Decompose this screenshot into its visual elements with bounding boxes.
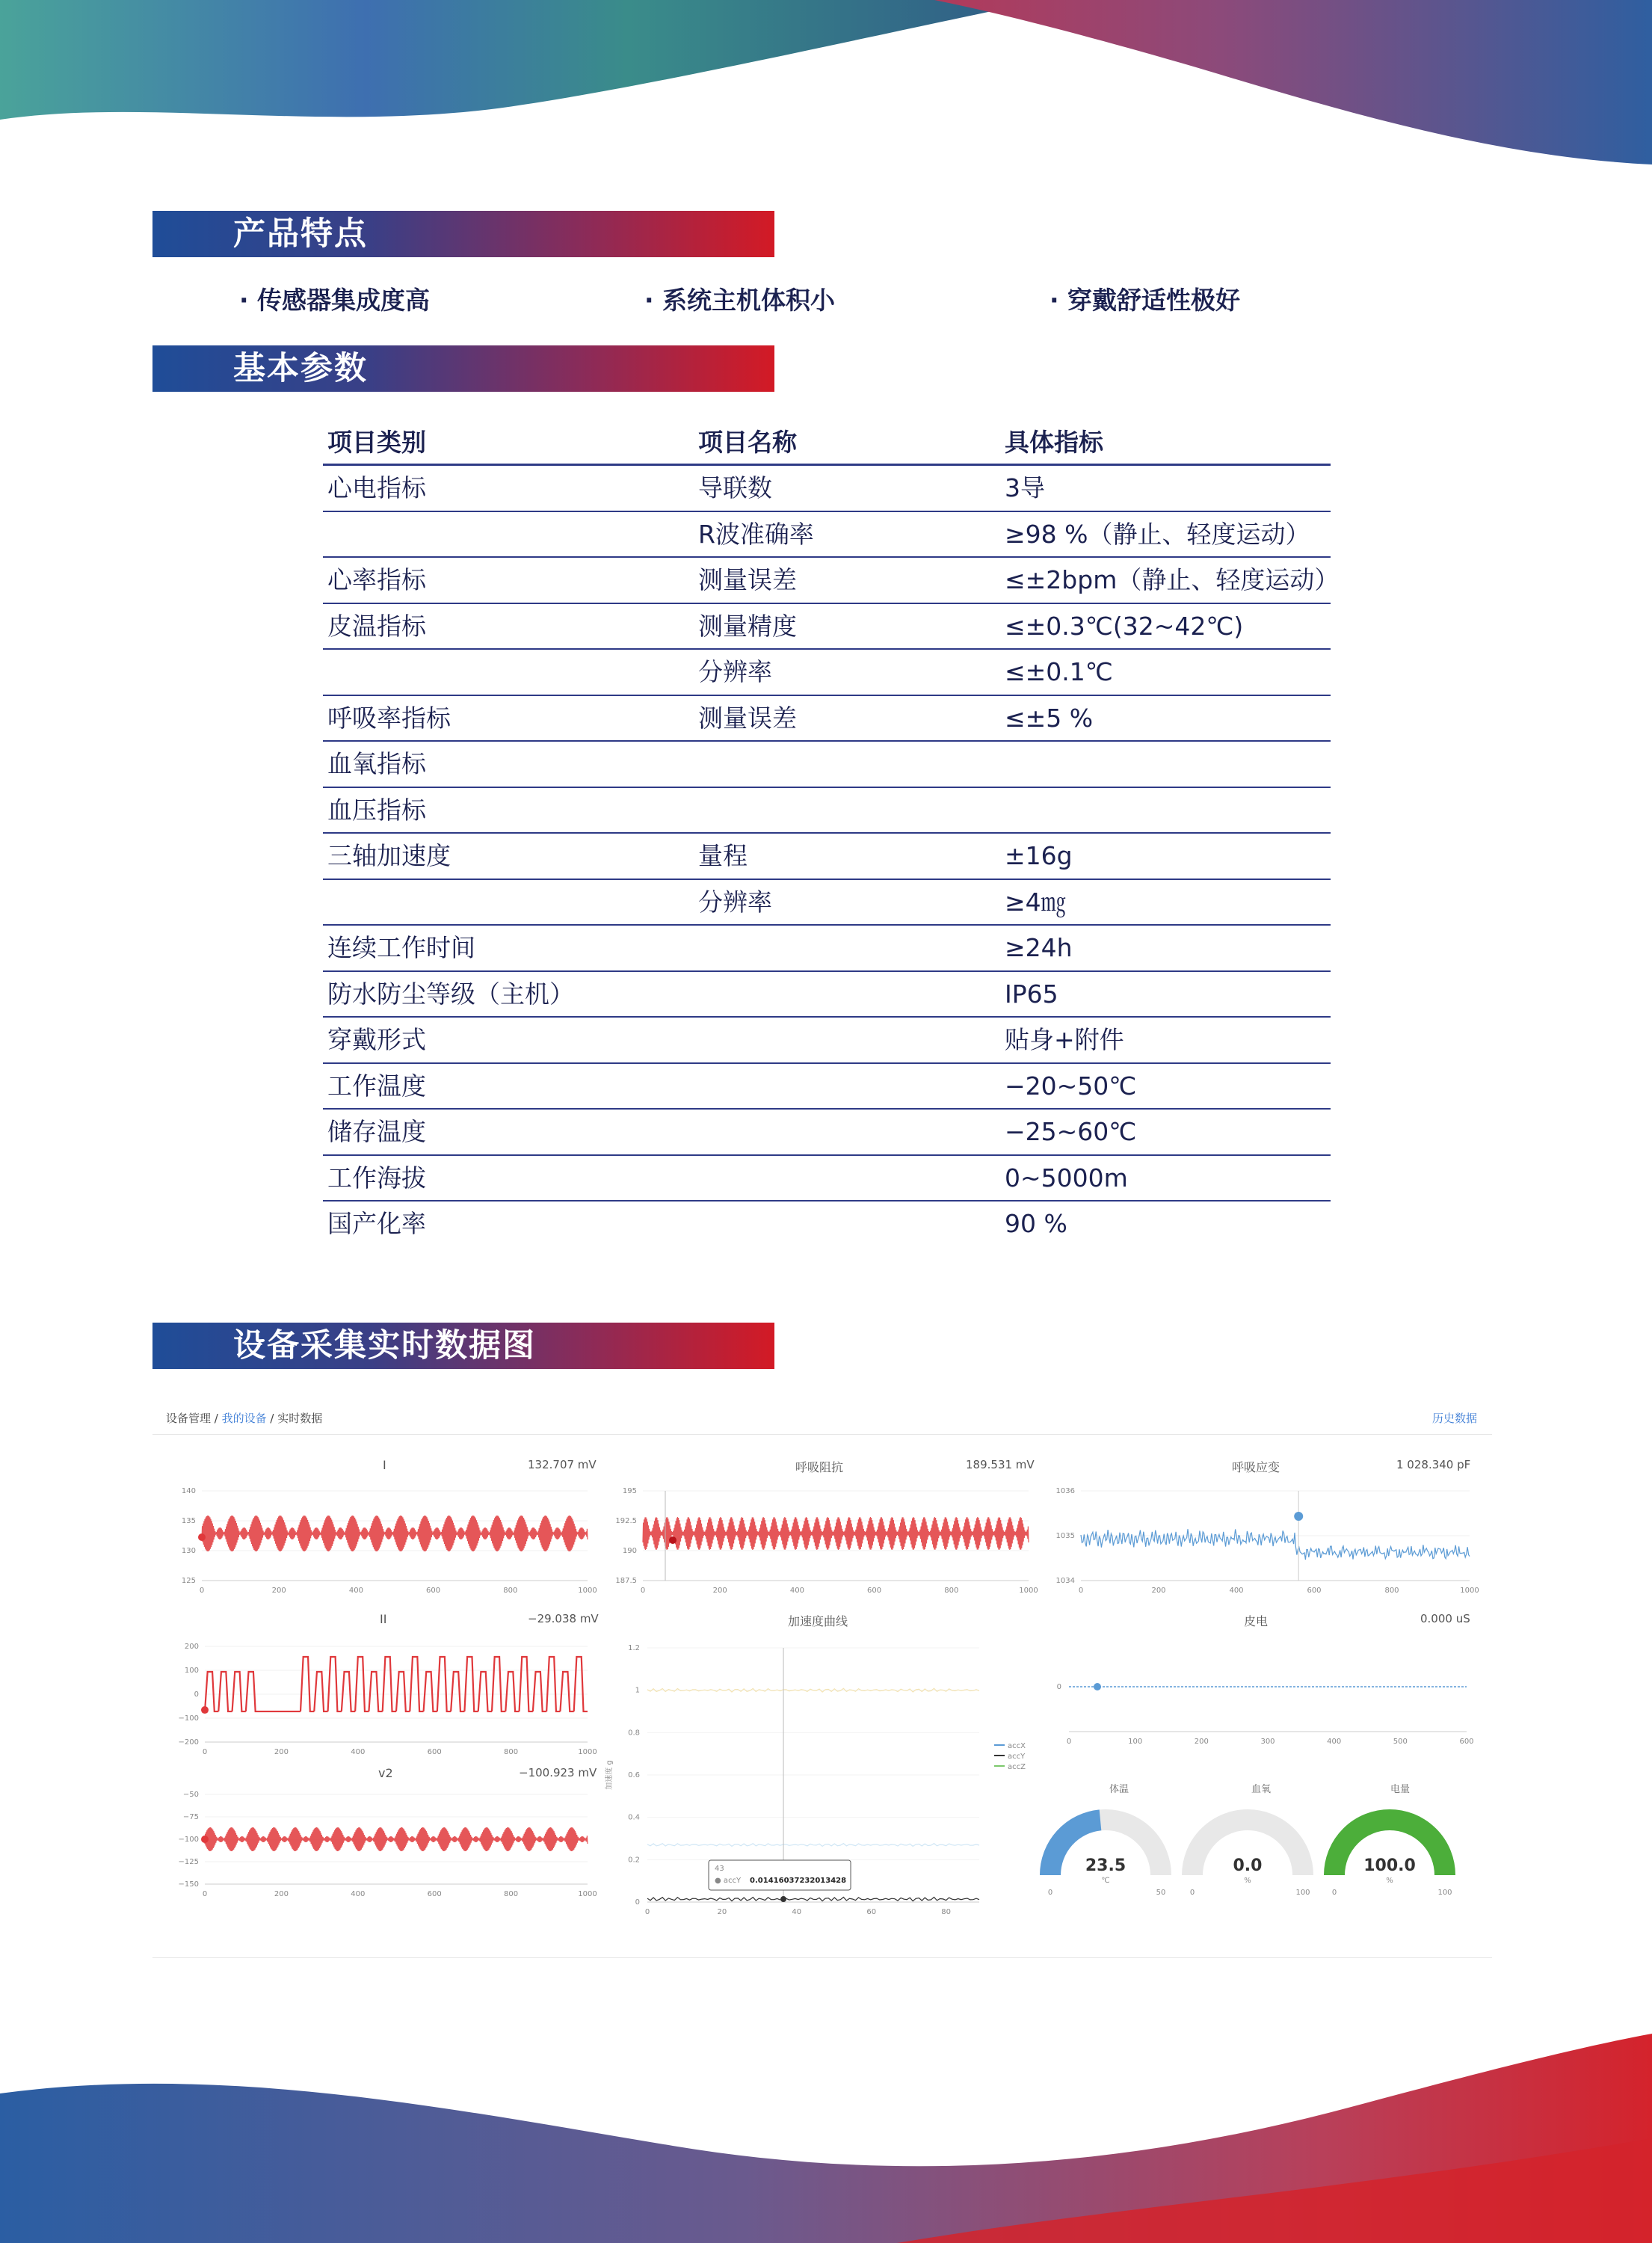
x-tick-label: 200 bbox=[1194, 1738, 1209, 1746]
cell-category: 储存温度 bbox=[327, 1117, 426, 1146]
gauge-max: 100 bbox=[1295, 1889, 1310, 1897]
x-tick-label: 600 bbox=[1459, 1738, 1474, 1746]
cell-item: 导联数 bbox=[698, 473, 772, 502]
x-tick-label: 0 bbox=[202, 1748, 208, 1756]
y-tick-label: 190 bbox=[622, 1547, 637, 1555]
y-tick-label: 0 bbox=[635, 1898, 640, 1907]
y-axis-label: 加速度 g bbox=[605, 1760, 614, 1790]
y-tick-label: −200 bbox=[178, 1738, 199, 1747]
y-tick-label: 187.5 bbox=[615, 1577, 637, 1585]
header-item: 项目名称 bbox=[698, 428, 797, 457]
x-tick-label: 800 bbox=[1384, 1587, 1399, 1595]
signal-line bbox=[205, 1657, 588, 1711]
panel-title-resp-strain: 呼吸应变 bbox=[1232, 1460, 1280, 1474]
x-tick-label: 600 bbox=[426, 1587, 441, 1595]
x-tick-label: 1000 bbox=[1019, 1587, 1038, 1595]
signal-line bbox=[205, 1827, 588, 1851]
x-tick-label: 400 bbox=[351, 1890, 366, 1898]
y-tick-label: 0.6 bbox=[628, 1771, 640, 1779]
table-row bbox=[323, 972, 1331, 1018]
gauge-max: 100 bbox=[1437, 1889, 1452, 1897]
x-tick-label: 400 bbox=[789, 1587, 804, 1595]
cell-category: 血氧指标 bbox=[327, 749, 426, 778]
panel-value-skin-elec: 0.000 uS bbox=[1420, 1612, 1470, 1625]
cell-item: R波准确率 bbox=[698, 519, 814, 549]
panel-title-resp-imp: 呼吸阻抗 bbox=[795, 1460, 844, 1474]
panel-value-lead-i: 132.707 mV bbox=[528, 1458, 597, 1471]
y-tick-label: 1035 bbox=[1055, 1532, 1075, 1540]
signal-line bbox=[1081, 1529, 1470, 1560]
table-row bbox=[323, 466, 1331, 512]
resp-impedance-chart bbox=[594, 1483, 1042, 1596]
lead-i-chart bbox=[152, 1483, 601, 1596]
panel-value-resp-imp: 189.531 mV bbox=[966, 1458, 1035, 1471]
spec-table-header bbox=[323, 419, 1331, 466]
y-tick-label: 0.8 bbox=[628, 1729, 640, 1738]
y-tick-label: −100 bbox=[178, 1714, 199, 1723]
cell-spec: −25~60℃ bbox=[1005, 1117, 1137, 1146]
cell-category: 呼吸率指标 bbox=[327, 703, 451, 733]
table-row bbox=[323, 558, 1340, 604]
x-tick-label: 600 bbox=[427, 1748, 442, 1756]
x-tick-label: 0 bbox=[1078, 1587, 1084, 1595]
y-tick-label: 0 bbox=[194, 1690, 199, 1699]
legend-label: accX bbox=[1008, 1742, 1026, 1750]
table-row bbox=[323, 696, 1331, 742]
feature-item: · 传感器集成度高 bbox=[239, 286, 431, 315]
table-row bbox=[323, 650, 1331, 696]
spec-table bbox=[323, 419, 1340, 1246]
x-tick-label: 0 bbox=[644, 1908, 650, 1916]
panel-title-lead-v2: v2 bbox=[378, 1766, 393, 1780]
x-tick-label: 800 bbox=[504, 1748, 519, 1756]
y-tick-label: 192.5 bbox=[615, 1517, 637, 1525]
table-row bbox=[323, 834, 1331, 880]
cell-spec: IP65 bbox=[1005, 979, 1058, 1009]
breadcrumb-my-devices[interactable]: 我的设备 bbox=[221, 1412, 267, 1425]
cell-spec: 90 % bbox=[1005, 1209, 1067, 1238]
table-row bbox=[323, 1110, 1331, 1156]
x-tick-label: 40 bbox=[792, 1908, 802, 1916]
x-tick-label: 400 bbox=[1229, 1587, 1244, 1595]
gauge-value: 0.0 bbox=[1233, 1856, 1263, 1875]
cell-spec: 3导 bbox=[1005, 473, 1045, 502]
table-row bbox=[323, 742, 1331, 788]
tooltip-value: 0.01416037232013428 bbox=[750, 1877, 847, 1886]
cell-spec: ≤±5 % bbox=[1005, 703, 1094, 733]
lead-v2-chart bbox=[152, 1787, 601, 1922]
x-tick-label: 800 bbox=[944, 1587, 959, 1595]
tooltip-box bbox=[709, 1860, 851, 1890]
realtime-section-header bbox=[152, 1323, 774, 1369]
y-tick-label: −75 bbox=[182, 1813, 199, 1821]
params-section-title: 基本参数 bbox=[233, 350, 368, 387]
x-tick-label: 1000 bbox=[578, 1890, 597, 1898]
x-tick-label: 200 bbox=[1151, 1587, 1166, 1595]
gauges bbox=[1035, 1794, 1483, 1929]
y-tick-label: −125 bbox=[178, 1858, 199, 1866]
table-row bbox=[323, 1018, 1331, 1064]
table-row bbox=[323, 1156, 1331, 1202]
cell-spec: ≤±0.1℃ bbox=[1005, 657, 1113, 686]
y-tick-label: 1036 bbox=[1055, 1487, 1075, 1495]
x-tick-label: 500 bbox=[1393, 1738, 1408, 1746]
cell-item: 测量误差 bbox=[698, 703, 797, 733]
header-category: 项目类别 bbox=[327, 428, 426, 457]
cell-spec: 0~5000m bbox=[1005, 1163, 1128, 1193]
panel-value-resp-strain: 1 028.340 pF bbox=[1396, 1458, 1471, 1471]
cell-spec: 贴身+附件 bbox=[1005, 1025, 1124, 1054]
table-row bbox=[323, 1064, 1331, 1110]
x-tick-label: 0 bbox=[1066, 1738, 1072, 1746]
series-accZ bbox=[647, 1844, 979, 1847]
cell-spec: ≥24h bbox=[1005, 933, 1073, 962]
cell-spec: ≥98 %（静止、轻度运动） bbox=[1005, 519, 1310, 549]
cell-category: 三轴加速度 bbox=[327, 841, 451, 870]
gauge-value: 100.0 bbox=[1363, 1856, 1416, 1875]
resp-strain-chart bbox=[1035, 1483, 1483, 1596]
x-tick-label: 600 bbox=[1307, 1587, 1322, 1595]
gauge-unit: % bbox=[1386, 1877, 1393, 1885]
gauge-title-battery: 电量 bbox=[1390, 1784, 1411, 1795]
y-tick-label: −50 bbox=[182, 1791, 199, 1799]
x-tick-label: 1000 bbox=[578, 1748, 597, 1756]
cell-item: 量程 bbox=[698, 841, 748, 870]
y-tick-label: 1.2 bbox=[628, 1644, 640, 1652]
panel-title-accel: 加速度曲线 bbox=[788, 1614, 848, 1628]
gauge-max: 50 bbox=[1156, 1889, 1166, 1897]
realtime-dashboard-screenshot bbox=[152, 1391, 1492, 1959]
accel-chart bbox=[594, 1634, 1042, 1948]
gauge-min: 0 bbox=[1189, 1889, 1195, 1897]
table-row bbox=[323, 512, 1331, 559]
breadcrumb-realtime: / 实时数据 bbox=[266, 1412, 323, 1425]
cell-category: 皮温指标 bbox=[327, 611, 426, 641]
cursor-marker bbox=[1294, 1512, 1303, 1521]
y-tick-label: 125 bbox=[181, 1577, 196, 1585]
x-tick-label: 20 bbox=[717, 1908, 727, 1916]
tooltip-header: 43 bbox=[715, 1865, 724, 1874]
x-tick-label: 0 bbox=[640, 1587, 646, 1595]
table-row bbox=[323, 926, 1331, 972]
y-tick-label: 0.4 bbox=[628, 1813, 640, 1822]
gauge-title-temp: 体温 bbox=[1109, 1784, 1129, 1795]
cell-category: 工作海拔 bbox=[327, 1163, 426, 1193]
cell-spec: ≤±0.3℃(32~42℃) bbox=[1005, 611, 1244, 641]
gauge-unit: ℃ bbox=[1101, 1877, 1110, 1885]
y-tick-label: 100 bbox=[184, 1667, 199, 1675]
x-tick-label: 400 bbox=[348, 1587, 363, 1595]
cell-category: 国产化率 bbox=[327, 1209, 426, 1238]
y-tick-label: −150 bbox=[178, 1880, 199, 1889]
y-tick-label: 1 bbox=[635, 1686, 640, 1695]
cell-item: 分辨率 bbox=[698, 887, 772, 917]
x-tick-label: 200 bbox=[712, 1587, 727, 1595]
cell-spec: ±16g bbox=[1005, 841, 1073, 870]
x-tick-label: 300 bbox=[1260, 1738, 1275, 1746]
panel-value-lead-v2: −100.923 mV bbox=[519, 1766, 597, 1779]
cursor-marker bbox=[669, 1536, 676, 1544]
gauge-unit: % bbox=[1244, 1877, 1251, 1885]
skin-elec-chart bbox=[1035, 1634, 1483, 1769]
x-tick-label: 600 bbox=[427, 1890, 442, 1898]
x-tick-label: 60 bbox=[866, 1908, 877, 1916]
x-tick-label: 800 bbox=[504, 1890, 519, 1898]
feature-item: · 穿戴舒适性极好 bbox=[1050, 286, 1241, 315]
gauge-title-spo2: 血氧 bbox=[1251, 1784, 1272, 1795]
cell-item: 测量精度 bbox=[698, 611, 797, 641]
features-section-title: 产品特点 bbox=[233, 215, 368, 253]
x-tick-label: 0 bbox=[199, 1587, 205, 1595]
x-tick-label: 1000 bbox=[1460, 1587, 1479, 1595]
x-tick-label: 200 bbox=[274, 1748, 289, 1756]
panel-title-lead-ii: II bbox=[380, 1612, 387, 1626]
params-section-header bbox=[152, 345, 774, 392]
y-tick-label: 0.2 bbox=[628, 1856, 640, 1865]
tooltip-series: ● accY bbox=[715, 1877, 742, 1886]
table-row bbox=[323, 880, 1331, 926]
x-tick-label: 400 bbox=[1327, 1738, 1342, 1746]
cell-category: 心率指标 bbox=[327, 565, 426, 594]
cell-category: 连续工作时间 bbox=[327, 933, 475, 962]
y-tick-label: 135 bbox=[181, 1517, 196, 1525]
y-tick-label: 1034 bbox=[1055, 1577, 1075, 1585]
x-tick-label: 800 bbox=[503, 1587, 518, 1595]
cell-item: 测量误差 bbox=[698, 565, 797, 594]
table-row bbox=[323, 788, 1331, 834]
x-tick-label: 400 bbox=[351, 1748, 366, 1756]
y-tick-label: 140 bbox=[181, 1487, 196, 1495]
header-spec: 具体指标 bbox=[1005, 428, 1103, 457]
signal-line bbox=[643, 1517, 1029, 1550]
cursor-marker bbox=[780, 1896, 786, 1902]
history-data-link[interactable]: 历史数据 bbox=[1431, 1412, 1477, 1425]
y-tick-label: 130 bbox=[181, 1547, 196, 1555]
cell-category: 工作温度 bbox=[327, 1071, 426, 1101]
lead-ii-chart bbox=[152, 1634, 601, 1769]
divider bbox=[152, 1434, 1492, 1435]
breadcrumb bbox=[166, 1410, 322, 1426]
table-row bbox=[323, 604, 1331, 650]
x-tick-label: 100 bbox=[1128, 1738, 1143, 1746]
bottom-wave-decoration bbox=[0, 2019, 1652, 2243]
panel-value-lead-ii: −29.038 mV bbox=[528, 1612, 599, 1625]
x-tick-label: 200 bbox=[274, 1890, 289, 1898]
cursor-marker bbox=[1094, 1683, 1101, 1690]
panel-title-lead-i: I bbox=[383, 1458, 386, 1472]
breadcrumb-device-mgmt[interactable]: 设备管理 / bbox=[166, 1412, 222, 1425]
cell-category: 穿戴形式 bbox=[327, 1025, 426, 1054]
x-tick-label: 80 bbox=[941, 1908, 951, 1916]
feature-item: · 系统主机体积小 bbox=[644, 286, 836, 315]
cell-category: 血压指标 bbox=[327, 795, 426, 825]
gauge-min: 0 bbox=[1047, 1889, 1053, 1897]
table-row bbox=[323, 1202, 1331, 1246]
features-section-header bbox=[152, 211, 774, 257]
cell-spec: ≥4㎎ bbox=[1005, 887, 1066, 917]
y-tick-label: 0 bbox=[1056, 1683, 1061, 1691]
legend-label: accZ bbox=[1008, 1763, 1026, 1771]
y-tick-label: −100 bbox=[178, 1836, 199, 1844]
gauge-min: 0 bbox=[1331, 1889, 1337, 1897]
legend-label: accY bbox=[1008, 1753, 1026, 1761]
cell-spec: ≤±2bpm（静止、轻度运动） bbox=[1005, 565, 1340, 594]
gauge-value: 23.5 bbox=[1085, 1856, 1126, 1875]
panel-title-skin-elec: 皮电 bbox=[1244, 1614, 1269, 1628]
cell-category: 防水防尘等级（主机） bbox=[327, 979, 574, 1009]
x-tick-label: 0 bbox=[202, 1890, 208, 1898]
cell-category: 心电指标 bbox=[327, 473, 426, 502]
cursor-marker bbox=[201, 1706, 209, 1714]
cursor-marker bbox=[201, 1836, 209, 1843]
cell-spec: −20~50℃ bbox=[1005, 1071, 1137, 1101]
divider bbox=[152, 1957, 1492, 1958]
x-tick-label: 200 bbox=[271, 1587, 286, 1595]
y-tick-label: 200 bbox=[184, 1643, 199, 1651]
y-tick-label: 195 bbox=[622, 1487, 637, 1495]
cursor-marker bbox=[198, 1533, 206, 1541]
x-tick-label: 600 bbox=[867, 1587, 882, 1595]
series-accY bbox=[647, 1898, 979, 1901]
cell-item: 分辨率 bbox=[698, 657, 772, 686]
x-tick-label: 1000 bbox=[578, 1587, 597, 1595]
realtime-section-title: 设备采集实时数据图 bbox=[233, 1327, 536, 1364]
top-wave-decoration bbox=[0, 0, 1652, 179]
